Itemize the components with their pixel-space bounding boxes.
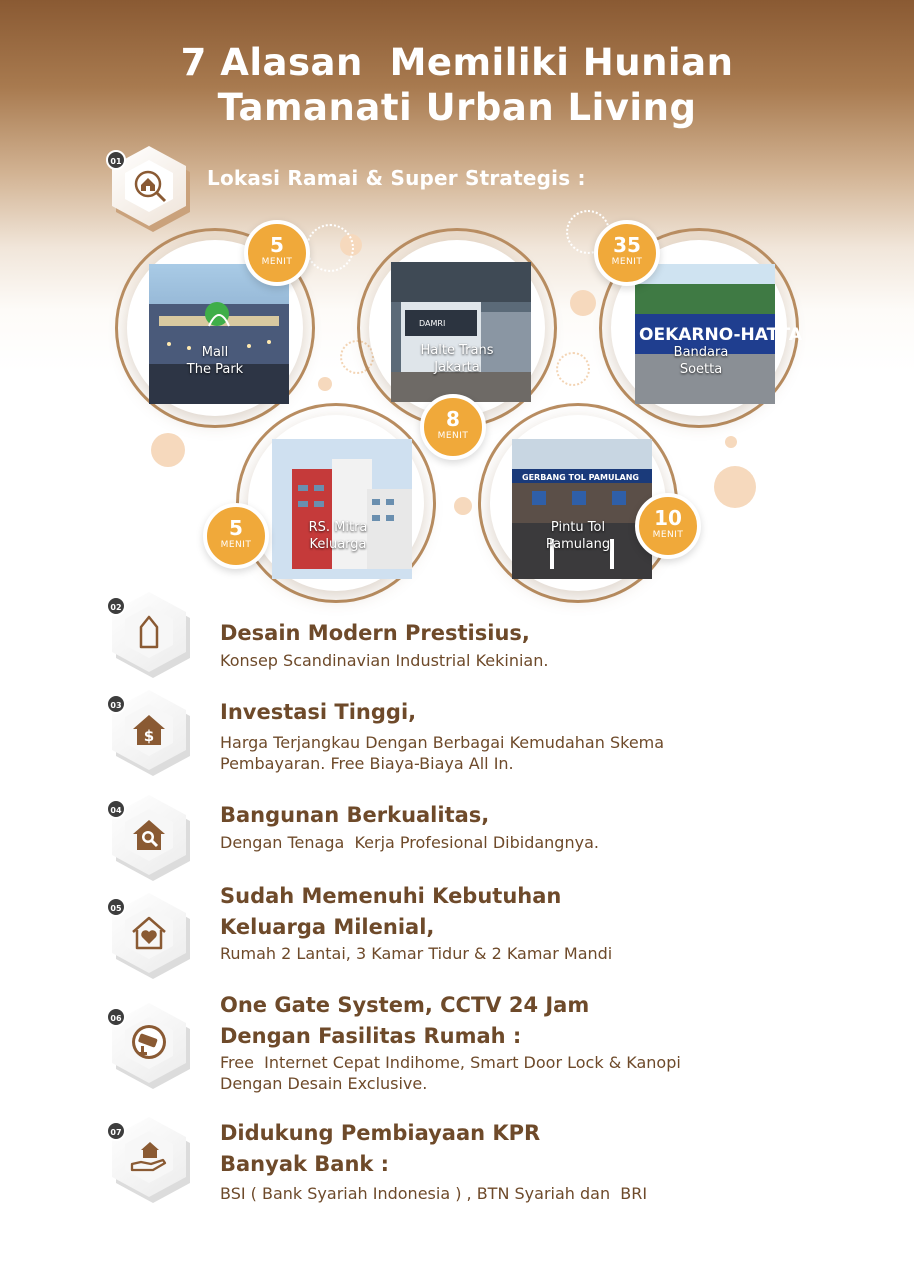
- travel-minutes: 5: [229, 516, 243, 540]
- travel-time-badge: [244, 220, 310, 286]
- travel-unit: MENIT: [611, 257, 643, 267]
- decor-dot: [725, 436, 737, 448]
- travel-unit: MENIT: [437, 431, 469, 441]
- decor-dot: [570, 290, 596, 316]
- hospital-photo: [268, 435, 408, 575]
- house-search-icon: [129, 814, 169, 854]
- travel-unit: MENIT: [261, 257, 293, 267]
- location-house-icon: [129, 165, 169, 205]
- svg-text:$: $: [143, 727, 155, 745]
- location-label-line1: RS. Mitra: [308, 520, 368, 535]
- location-bandara-soetta: [599, 228, 803, 428]
- travel-minutes: 10: [654, 506, 682, 530]
- reason-number: 01: [106, 150, 126, 170]
- reason-number: 07: [106, 1121, 126, 1141]
- location-label-line2: Soetta: [679, 362, 723, 377]
- location-mall-the-park: [115, 228, 315, 428]
- hand-house-icon: [129, 1136, 169, 1176]
- travel-minutes: 5: [270, 233, 284, 257]
- reason-description: Harga Terjangkau Dengan Berbagai Kemudahan Skema Pembayaran. Free Biaya-Biaya All In.: [220, 733, 665, 773]
- reason-description: Free Internet Cepat Indihome, Smart Door Lock & Kanopi Dengan Desain Exclusive.: [220, 1053, 681, 1093]
- reason-badge-07: [112, 1117, 190, 1201]
- toll-sign-text: GERBANG TOL PAMULANG: [522, 473, 639, 482]
- location-halte-transjakarta: [357, 228, 557, 441]
- decor-dot: [714, 466, 756, 508]
- reason-badge-05: [112, 893, 190, 977]
- reason-number: 02: [106, 596, 126, 616]
- travel-time-badge: [594, 220, 660, 286]
- house-heart-icon: [129, 912, 169, 952]
- reason-badge-03: [112, 690, 190, 774]
- location-label-line1: Mall: [201, 345, 229, 360]
- reason-number: 03: [106, 694, 126, 714]
- location-label-line2: Pamulang: [545, 537, 611, 552]
- travel-minutes: 8: [446, 407, 460, 431]
- travel-unit: MENIT: [220, 540, 252, 550]
- reason-badge-06: [112, 1003, 190, 1087]
- decor-dotted-ring: [556, 352, 590, 386]
- travel-time-badge: [635, 493, 701, 559]
- page-title: [0, 40, 914, 130]
- location-rs-mitra-keluarga: [220, 403, 436, 603]
- location-pintu-tol-pamulang: [478, 403, 684, 603]
- reason-description: Konsep Scandinavian Industrial Kekinian.: [220, 651, 549, 670]
- reason-title: Didukung Pembiayaan KPR Banyak Bank :: [220, 1121, 541, 1176]
- travel-minutes: 35: [613, 233, 641, 257]
- reason-title: Bangunan Berkualitas,: [220, 803, 490, 827]
- toll-gate-photo: [508, 435, 648, 575]
- decor-dot: [454, 497, 472, 515]
- location-label-line1: Halte Trans: [420, 343, 494, 358]
- location-heading: Lokasi Ramai & Super Strategis :: [207, 166, 586, 190]
- reason-number: 05: [106, 897, 126, 917]
- house-outline-icon: [129, 611, 169, 651]
- cctv-icon: [129, 1022, 169, 1062]
- airport-sign-text: OEKARNO-HATTA: [639, 325, 803, 345]
- location-label-line1: Pintu Tol: [550, 520, 606, 535]
- location-label-line2: Jakarta: [434, 360, 480, 375]
- reason-title: Sudah Memenuhi Kebutuhan Keluarga Milenial,: [220, 884, 562, 939]
- reason-title: Investasi Tinggi,: [220, 700, 417, 724]
- reason-title: One Gate System, CCTV 24 Jam Dengan Fasilitas Rumah :: [220, 993, 590, 1048]
- house-dollar-icon: [129, 709, 169, 749]
- location-label-line1: Bandara: [673, 345, 729, 360]
- page-title-line1: 7 Alasan Memiliki Hunian: [180, 41, 734, 84]
- location-label-line2: Keluarga: [309, 537, 367, 552]
- reason-number: 04: [106, 799, 126, 819]
- travel-unit: MENIT: [652, 530, 684, 540]
- location-label-line2: The Park: [186, 362, 244, 377]
- reason-description: Dengan Tenaga Kerja Profesional Dibidangnya.: [220, 833, 599, 852]
- decor-dot: [318, 377, 332, 391]
- reason-badge-04: [112, 795, 190, 879]
- bus-text: DAMRI: [419, 319, 446, 328]
- reason-description: BSI ( Bank Syariah Indonesia ) , BTN Syariah dan BRI: [220, 1184, 648, 1203]
- reason-title: Desain Modern Prestisius,: [220, 621, 530, 645]
- travel-time-badge: [203, 503, 269, 569]
- decor-dot: [151, 433, 185, 467]
- reason-number: 06: [106, 1007, 126, 1027]
- reason-description: Rumah 2 Lantai, 3 Kamar Tidur & 2 Kamar Mandi: [220, 944, 613, 963]
- reason-badge-01: [112, 146, 190, 230]
- page-title-line2: Tamanati Urban Living: [217, 86, 697, 129]
- airport-photo: [631, 260, 803, 400]
- reason-badge-02: [112, 592, 190, 676]
- bus-stop-photo: [387, 258, 527, 398]
